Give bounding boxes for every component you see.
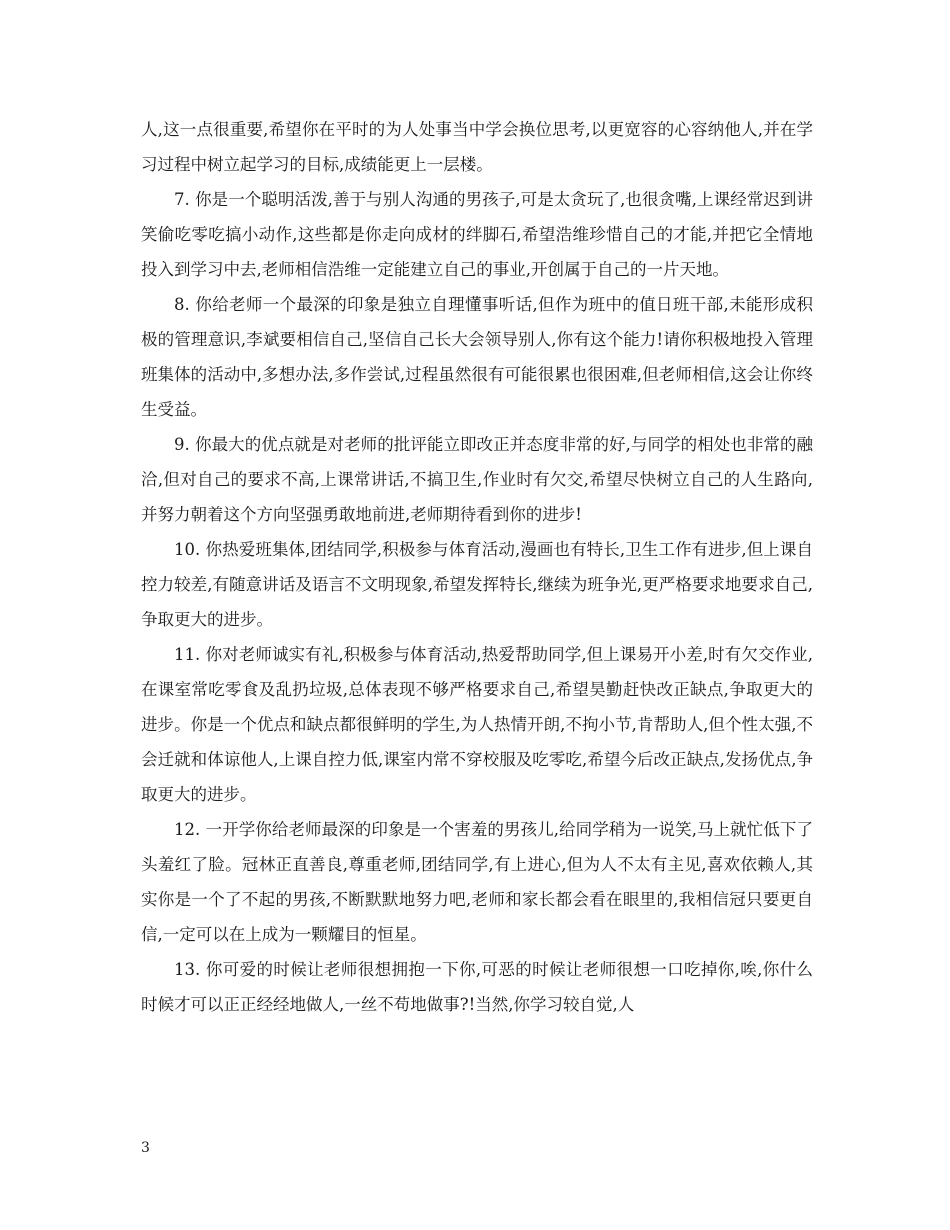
document-body: [141, 112, 813, 1022]
paragraph-continuation: 人,这一点很重要,希望你在平时的为人处事当中学会换位思考,以更宽容的心容纳他人,并在学习过程中树立起学习的目标,成绩能更上一层楼。: [141, 120, 813, 174]
comment-paragraph-7: 7. 你是一个聪明活泼,善于与别人沟通的男孩子,可是太贪玩了,也很贪嘴,上课经常迟到讲笑偷吃零吃搞小动作,这些都是你走向成材的绊脚石,希望浩维珍惜自己的才能,并把它全情地投入到学习中去,老师相信浩维一定能建立自己的事业,开创属于自己的一片天地。: [141, 190, 813, 279]
comment-paragraph-8: 8. 你给老师一个最深的印象是独立自理懂事听话,但作为班中的值日班干部,未能形成积极的管理意识,李斌要相信自己,坚信自己长大会领导别人,你有这个能力!请你积极地投入管理班集体的活动中,多想办法,多作尝试,过程虽然很有可能很累也很困难,但老师相信,这会让你终生受益。: [141, 295, 813, 419]
comment-paragraph-10: 10. 你热爱班集体,团结同学,积极参与体育活动,漫画也有特长,卫生工作有进步,但上课自控力较差,有随意讲话及语言不文明现象,希望发挥特长,继续为班争光,更严格要求地要求自己,争取更大的进步。: [141, 540, 813, 629]
comment-paragraph-12: 12. 一开学你给老师最深的印象是一个害羞的男孩儿,给同学稍为一说笑,马上就忙低下了头羞红了脸。冠林正直善良,尊重老师,团结同学,有上进心,但为人不太有主见,喜欢依赖人,其实你是一个了不起的男孩,不断默默地努力吧,老师和家长都会看在眼里的,我相信冠只要更自信,一定可以在上成为一颗耀目的恒星。: [141, 820, 813, 944]
comment-paragraph-9: 9. 你最大的优点就是对老师的批评能立即改正并态度非常的好,与同学的相处也非常的融洽,但对自己的要求不高,上课常讲话,不搞卫生,作业时有欠交,希望尽快树立自己的人生路向,并努力朝着这个方向坚强勇敢地前进,老师期待看到你的进步!: [141, 435, 813, 524]
comment-paragraph-11: 11. 你对老师诚实有礼,积极参与体育活动,热爱帮助同学,但上课易开小差,时有欠交作业,在课室常吃零食及乱扔垃圾,总体表现不够严格要求自己,希望昊勤赶快改正缺点,争取更大的进步。你是一个优点和缺点都很鲜明的学生,为人热情开朗,不拘小节,肯帮助人,但个性太强,不会迁就和体谅他人,上课自控力低,课室内常不穿校服及吃零吃,希望今后改正缺点,发扬优点,争取更大的进步。: [141, 645, 813, 804]
comment-paragraph-13: 13. 你可爱的时候让老师很想拥抱一下你,可恶的时候让老师很想一口吃掉你,唉,你什么时候才可以正正经经地做人,一丝不苟地做事?!当然,你学习较自觉,人: [141, 960, 813, 1014]
page-number: 3: [141, 1140, 150, 1156]
